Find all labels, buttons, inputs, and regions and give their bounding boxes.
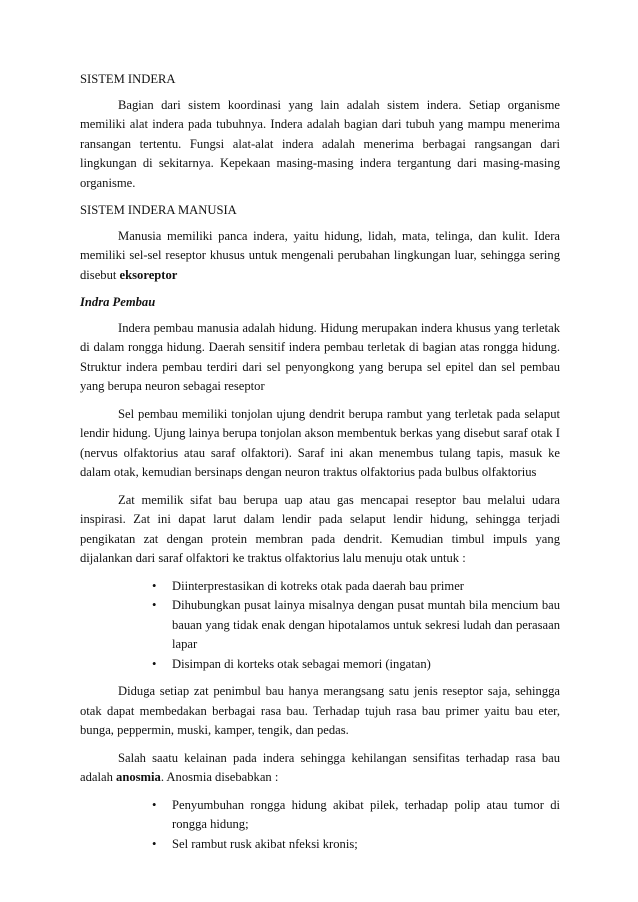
- bullet-icon: •: [152, 836, 157, 851]
- paragraph-anosmia-text: Salah saatu kelainan pada indera sehingga kehilangan sensifitas terhadap rasa bau adalah: [80, 750, 560, 784]
- list-item: [152, 796, 560, 835]
- heading-sistem-indera: SISTEM INDERA: [80, 72, 176, 86]
- list-item: [152, 596, 560, 655]
- bullet-icon: •: [152, 797, 157, 812]
- heading-indra-pembau: Indra Pembau: [80, 295, 156, 309]
- list-fungsi-impuls: [80, 577, 560, 675]
- document-page: [80, 70, 560, 862]
- paragraph-rasa-bau: Diduga setiap zat penimbul bau hanya merangsang satu jenis reseptor saja, sehingga otak dapat membedakan berbagai rasa bau. Terhadap tujuh rasa bau primer yaitu bau eter, bunga, peppermin, muski, kamper, tengik, dan pedas.: [80, 684, 560, 737]
- list-item-text: Diinterprestasikan di kotreks otak pada daerah bau primer: [172, 578, 464, 593]
- list-item-text: Disimpan di korteks otak sebagai memori (ingatan): [172, 656, 431, 671]
- list-item: [152, 577, 560, 597]
- list-item-text: Dihubungkan pusat lainya misalnya dengan pusat muntah bila mencium bau bauan yang tidak enak dengan hipotalamos untuk sekresi ludah dan perasaan lapar: [172, 598, 560, 651]
- bullet-icon: •: [152, 656, 157, 671]
- paragraph-panca-indera: [80, 227, 560, 286]
- list-item-text: Penyumbuhan rongga hidung akibat pilek, terhadap polip atau tumor di rongga hidung;: [172, 797, 560, 831]
- list-item: [152, 835, 560, 855]
- term-anosmia: anosmia: [116, 770, 161, 784]
- paragraph-panca-indera-text: Manusia memiliki panca indera, yaitu hidung, lidah, mata, telinga, dan kulit. Idera memiliki sel-sel reseptor khusus untuk mengenali perubahan lingkungan luar, sehingga sering disebut: [80, 228, 560, 282]
- term-eksoreptor: eksoreptor: [119, 267, 178, 282]
- list-penyebab-anosmia: [80, 796, 560, 855]
- paragraph-anosmia: [80, 749, 560, 788]
- list-item-text: Sel rambut rusk akibat nfeksi kronis;: [172, 836, 358, 851]
- bullet-icon: •: [152, 578, 157, 593]
- paragraph-indera-pembau: Indera pembau manusia adalah hidung. Hidung merupakan indera khusus yang terletak di dalam rongga hidung. Daerah sensitif indera pembau terletak di bagian atas rongga hidung. Struktur indera pembau terdiri dari sel penyongkong yang berupa sel epitel dan sel pembau yang berupa neuron sebagai reseptor: [80, 320, 560, 393]
- paragraph-zat-bau: Zat memilik sifat bau berupa uap atau gas mencapai reseptor bau melalui udara inspirasi. Zat ini dapat larut dalam lendir pada selaput lendir hidung, sehingga terjadi pengikatan zat dengan protein membran pada dendrit. Kemudian timbul impuls yang dijalankan dari saraf olfaktori ke traktus olfaktorius lalu menuju otak untuk :: [80, 492, 560, 565]
- heading-sistem-indera-manusia: SISTEM INDERA MANUSIA: [80, 203, 237, 217]
- paragraph-sel-pembau: Sel pembau memiliki tonjolan ujung dendrit berupa rambut yang terletak pada selaput lendir hidung. Ujung lainya berupa tonjolan akson membentuk berkas yang disebut saraf otak I (nervus olfaktorius atau saraf olfaktori). Saraf ini akan menembus tulang tapis, masuk ke dalam otak, kemudian bersinaps dengan neuron traktus olfaktorius pada bulbus olfaktorius: [80, 406, 560, 479]
- paragraph-anosmia-tail: . Anosmia disebabkan :: [160, 770, 279, 784]
- paragraph-sistem-indera: Bagian dari sistem koordinasi yang lain adalah sistem indera. Setiap organisme memiliki alat indera pada tubuhnya. Indera adalah bagian dari tubuh yang mampu menerima ransangan tertentu. Fungsi alat-alat indera adalah menerima berbagai rangsangan dari lingkungan di sekitarnya. Kepekaan masing-masing indera tergantung dari masing-masing organisme.: [80, 97, 560, 190]
- list-item: [152, 655, 560, 675]
- bullet-icon: •: [152, 598, 157, 612]
